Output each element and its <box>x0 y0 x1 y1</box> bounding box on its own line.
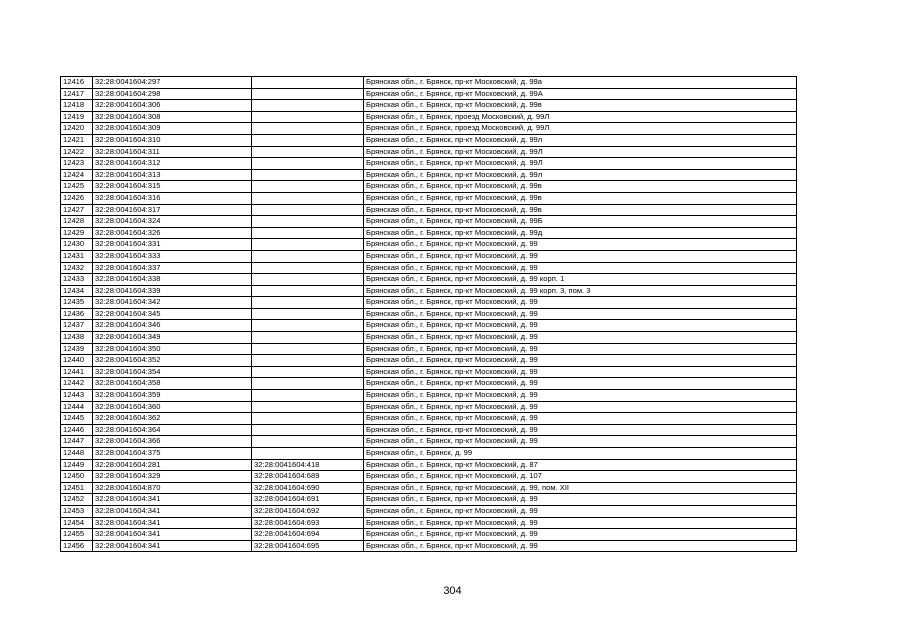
cadastral-number-cell: 32:28:0041604:352 <box>93 355 252 367</box>
cadastral-number-cell: 32:28:0041604:342 <box>93 297 252 309</box>
cadastral-number-cell: 32:28:0041604:313 <box>93 169 252 181</box>
row-number-cell: 12442 <box>61 378 93 390</box>
related-cadastral-number-cell <box>252 285 364 297</box>
cadastral-number-cell: 32:28:0041604:310 <box>93 134 252 146</box>
address-cell: Брянская обл., г. Брянск, пр-кт Московский, д. 99л <box>364 169 797 181</box>
table-row <box>61 250 797 262</box>
row-number-cell: 12451 <box>61 482 93 494</box>
related-cadastral-number-cell <box>252 123 364 135</box>
address-cell: Брянская обл., г. Брянск, пр-кт Московский, д. 99А <box>364 88 797 100</box>
row-number-cell: 12424 <box>61 169 93 181</box>
row-number-cell: 12439 <box>61 343 93 355</box>
cadastral-number-cell: 32:28:0041604:358 <box>93 378 252 390</box>
row-number-cell: 12454 <box>61 517 93 529</box>
cadastral-number-cell: 32:28:0041604:306 <box>93 100 252 112</box>
related-cadastral-number-cell: 32:28:0041604:694 <box>252 529 364 541</box>
table-row <box>61 123 797 135</box>
related-cadastral-number-cell <box>252 401 364 413</box>
table-row <box>61 482 797 494</box>
cadastral-number-cell: 32:28:0041604:312 <box>93 158 252 170</box>
related-cadastral-number-cell <box>252 355 364 367</box>
related-cadastral-number-cell <box>252 146 364 158</box>
cadastral-number-cell: 32:28:0041604:315 <box>93 181 252 193</box>
row-number-cell: 12428 <box>61 216 93 228</box>
address-cell: Брянская обл., г. Брянск, пр-кт Московский, д. 99 корп. 1 <box>364 274 797 286</box>
table-row <box>61 320 797 332</box>
table-row <box>61 355 797 367</box>
address-cell: Брянская обл., г. Брянск, проезд Московский, д. 99Л <box>364 123 797 135</box>
address-cell: Брянская обл., г. Брянск, пр-кт Московский, д. 99 <box>364 378 797 390</box>
table-row <box>61 158 797 170</box>
row-number-cell: 12444 <box>61 401 93 413</box>
address-cell: Брянская обл., г. Брянск, пр-кт Московский, д. 99 <box>364 540 797 552</box>
address-cell: Брянская обл., г. Брянск, пр-кт Московский, д. 99д <box>364 227 797 239</box>
row-number-cell: 12448 <box>61 448 93 460</box>
table-row <box>61 181 797 193</box>
address-cell: Брянская обл., г. Брянск, пр-кт Московский, д. 99 <box>364 390 797 402</box>
table-row <box>61 192 797 204</box>
table-row <box>61 401 797 413</box>
row-number-cell: 12450 <box>61 471 93 483</box>
table-row <box>61 308 797 320</box>
related-cadastral-number-cell <box>252 413 364 425</box>
address-cell: Брянская обл., г. Брянск, пр-кт Московский, д. 99 корп. 3, пом. 3 <box>364 285 797 297</box>
related-cadastral-number-cell <box>252 320 364 332</box>
related-cadastral-number-cell <box>252 262 364 274</box>
row-number-cell: 12417 <box>61 88 93 100</box>
related-cadastral-number-cell <box>252 297 364 309</box>
address-cell: Брянская обл., г. Брянск, пр-кт Московский, д. 99 <box>364 424 797 436</box>
row-number-cell: 12446 <box>61 424 93 436</box>
row-number-cell: 12431 <box>61 250 93 262</box>
row-number-cell: 12422 <box>61 146 93 158</box>
table-row <box>61 262 797 274</box>
related-cadastral-number-cell <box>252 77 364 89</box>
row-number-cell: 12433 <box>61 274 93 286</box>
row-number-cell: 12418 <box>61 100 93 112</box>
row-number-cell: 12429 <box>61 227 93 239</box>
address-cell: Брянская обл., г. Брянск, пр-кт Московский, д. 107 <box>364 471 797 483</box>
cadastral-number-cell: 32:28:0041604:354 <box>93 366 252 378</box>
cadastral-number-cell: 32:28:0041604:308 <box>93 111 252 123</box>
table-row <box>61 448 797 460</box>
related-cadastral-number-cell <box>252 424 364 436</box>
related-cadastral-number-cell <box>252 332 364 344</box>
row-number-cell: 12423 <box>61 158 93 170</box>
table-row <box>61 343 797 355</box>
cadastral-number-cell: 32:28:0041604:281 <box>93 459 252 471</box>
cadastral-number-cell: 32:28:0041604:339 <box>93 285 252 297</box>
cadastral-number-cell: 32:28:0041604:341 <box>93 494 252 506</box>
row-number-cell: 12447 <box>61 436 93 448</box>
row-number-cell: 12438 <box>61 332 93 344</box>
table-row <box>61 378 797 390</box>
row-number-cell: 12416 <box>61 77 93 89</box>
cadastral-number-cell: 32:28:0041604:364 <box>93 424 252 436</box>
address-cell: Брянская обл., г. Брянск, пр-кт Московский, д. 99 <box>364 308 797 320</box>
address-cell: Брянская обл., г. Брянск, д. 99 <box>364 448 797 460</box>
cadastral-number-cell: 32:28:0041604:297 <box>93 77 252 89</box>
cadastral-number-cell: 32:28:0041604:338 <box>93 274 252 286</box>
row-number-cell: 12449 <box>61 459 93 471</box>
address-cell: Брянская обл., г. Брянск, пр-кт Московский, д. 99 <box>364 401 797 413</box>
related-cadastral-number-cell <box>252 181 364 193</box>
table-row <box>61 239 797 251</box>
related-cadastral-number-cell: 32:28:0041604:692 <box>252 505 364 517</box>
address-cell: Брянская обл., г. Брянск, пр-кт Московский, д. 99 <box>364 297 797 309</box>
address-cell: Брянская обл., г. Брянск, пр-кт Московский, д. 99, пом. XII <box>364 482 797 494</box>
cadastral-number-cell: 32:28:0041604:375 <box>93 448 252 460</box>
related-cadastral-number-cell: 32:28:0041604:689 <box>252 471 364 483</box>
related-cadastral-number-cell <box>252 378 364 390</box>
address-cell: Брянская обл., г. Брянск, проезд Московский, д. 99Л <box>364 111 797 123</box>
address-cell: Брянская обл., г. Брянск, пр-кт Московский, д. 87 <box>364 459 797 471</box>
table-row <box>61 471 797 483</box>
table-row <box>61 436 797 448</box>
cadastral-number-cell: 32:28:0041604:311 <box>93 146 252 158</box>
table-row <box>61 88 797 100</box>
row-number-cell: 12437 <box>61 320 93 332</box>
related-cadastral-number-cell <box>252 366 364 378</box>
cadastral-number-cell: 32:28:0041604:366 <box>93 436 252 448</box>
related-cadastral-number-cell <box>252 239 364 251</box>
cadastral-number-cell: 32:28:0041604:317 <box>93 204 252 216</box>
address-cell: Брянская обл., г. Брянск, пр-кт Московский, д. 99 <box>364 529 797 541</box>
related-cadastral-number-cell <box>252 134 364 146</box>
address-cell: Брянская обл., г. Брянск, пр-кт Московский, д. 99 <box>364 494 797 506</box>
row-number-cell: 12420 <box>61 123 93 135</box>
related-cadastral-number-cell: 32:28:0041604:693 <box>252 517 364 529</box>
table-row <box>61 227 797 239</box>
related-cadastral-number-cell <box>252 308 364 320</box>
cadastral-number-cell: 32:28:0041604:316 <box>93 192 252 204</box>
address-cell: Брянская обл., г. Брянск, пр-кт Московский, д. 99 <box>364 436 797 448</box>
table-row <box>61 216 797 228</box>
row-number-cell: 12421 <box>61 134 93 146</box>
registry-table-body <box>61 77 797 552</box>
table-row <box>61 494 797 506</box>
table-row <box>61 540 797 552</box>
related-cadastral-number-cell <box>252 250 364 262</box>
address-cell: Брянская обл., г. Брянск, пр-кт Московский, д. 99 <box>364 332 797 344</box>
address-cell: Брянская обл., г. Брянск, пр-кт Московский, д. 99 <box>364 517 797 529</box>
table-row <box>61 169 797 181</box>
address-cell: Брянская обл., г. Брянск, пр-кт Московский, д. 99 <box>364 355 797 367</box>
address-cell: Брянская обл., г. Брянск, пр-кт Московский, д. 99 <box>364 262 797 274</box>
row-number-cell: 12455 <box>61 529 93 541</box>
related-cadastral-number-cell <box>252 448 364 460</box>
table-row <box>61 134 797 146</box>
table-row <box>61 517 797 529</box>
address-cell: Брянская обл., г. Брянск, пр-кт Московский, д. 99Л <box>364 146 797 158</box>
related-cadastral-number-cell: 32:28:0041604:690 <box>252 482 364 494</box>
related-cadastral-number-cell <box>252 390 364 402</box>
related-cadastral-number-cell <box>252 343 364 355</box>
cadastral-number-cell: 32:28:0041604:349 <box>93 332 252 344</box>
row-number-cell: 12443 <box>61 390 93 402</box>
address-cell: Брянская обл., г. Брянск, пр-кт Московский, д. 99 <box>364 239 797 251</box>
table-row <box>61 459 797 471</box>
cadastral-number-cell: 32:28:0041604:309 <box>93 123 252 135</box>
table-row <box>61 111 797 123</box>
address-cell: Брянская обл., г. Брянск, пр-кт Московский, д. 99в <box>364 100 797 112</box>
row-number-cell: 12435 <box>61 297 93 309</box>
row-number-cell: 12430 <box>61 239 93 251</box>
related-cadastral-number-cell <box>252 169 364 181</box>
row-number-cell: 12419 <box>61 111 93 123</box>
address-cell: Брянская обл., г. Брянск, пр-кт Московский, д. 99в <box>364 192 797 204</box>
address-cell: Брянская обл., г. Брянск, пр-кт Московский, д. 99в <box>364 181 797 193</box>
address-cell: Брянская обл., г. Брянск, пр-кт Московский, д. 99 <box>364 320 797 332</box>
related-cadastral-number-cell <box>252 192 364 204</box>
table-row <box>61 413 797 425</box>
cadastral-number-cell: 32:28:0041604:341 <box>93 505 252 517</box>
cadastral-number-cell: 32:28:0041604:350 <box>93 343 252 355</box>
row-number-cell: 12436 <box>61 308 93 320</box>
related-cadastral-number-cell <box>252 274 364 286</box>
row-number-cell: 12456 <box>61 540 93 552</box>
table-row <box>61 274 797 286</box>
cadastral-number-cell: 32:28:0041604:329 <box>93 471 252 483</box>
related-cadastral-number-cell <box>252 216 364 228</box>
related-cadastral-number-cell <box>252 111 364 123</box>
related-cadastral-number-cell <box>252 158 364 170</box>
cadastral-number-cell: 32:28:0041604:870 <box>93 482 252 494</box>
row-number-cell: 12432 <box>61 262 93 274</box>
table-row <box>61 505 797 517</box>
address-cell: Брянская обл., г. Брянск, пр-кт Московский, д. 99Б <box>364 216 797 228</box>
cadastral-number-cell: 32:28:0041604:324 <box>93 216 252 228</box>
address-cell: Брянская обл., г. Брянск, пр-кт Московский, д. 99 <box>364 250 797 262</box>
address-cell: Брянская обл., г. Брянск, пр-кт Московский, д. 99в <box>364 204 797 216</box>
table-row <box>61 332 797 344</box>
row-number-cell: 12453 <box>61 505 93 517</box>
cadastral-number-cell: 32:28:0041604:341 <box>93 529 252 541</box>
table-row <box>61 366 797 378</box>
cadastral-number-cell: 32:28:0041604:337 <box>93 262 252 274</box>
table-row <box>61 390 797 402</box>
cadastral-number-cell: 32:28:0041604:331 <box>93 239 252 251</box>
related-cadastral-number-cell <box>252 88 364 100</box>
related-cadastral-number-cell: 32:28:0041604:418 <box>252 459 364 471</box>
table-row <box>61 204 797 216</box>
row-number-cell: 12427 <box>61 204 93 216</box>
cadastral-number-cell: 32:28:0041604:298 <box>93 88 252 100</box>
row-number-cell: 12426 <box>61 192 93 204</box>
table-row <box>61 529 797 541</box>
row-number-cell: 12440 <box>61 355 93 367</box>
address-cell: Брянская обл., г. Брянск, пр-кт Московский, д. 99 <box>364 343 797 355</box>
related-cadastral-number-cell: 32:28:0041604:695 <box>252 540 364 552</box>
address-cell: Брянская обл., г. Брянск, пр-кт Московский, д. 99 <box>364 505 797 517</box>
related-cadastral-number-cell <box>252 204 364 216</box>
cadastral-number-cell: 32:28:0041604:341 <box>93 540 252 552</box>
table-row <box>61 285 797 297</box>
related-cadastral-number-cell: 32:28:0041604:691 <box>252 494 364 506</box>
table-row <box>61 146 797 158</box>
table-row <box>61 297 797 309</box>
related-cadastral-number-cell <box>252 100 364 112</box>
address-cell: Брянская обл., г. Брянск, пр-кт Московский, д. 99л <box>364 134 797 146</box>
cadastral-number-cell: 32:28:0041604:345 <box>93 308 252 320</box>
row-number-cell: 12441 <box>61 366 93 378</box>
related-cadastral-number-cell <box>252 436 364 448</box>
table-row <box>61 100 797 112</box>
page-number: 304 <box>443 585 462 597</box>
registry-table <box>60 76 797 552</box>
row-number-cell: 12425 <box>61 181 93 193</box>
cadastral-number-cell: 32:28:0041604:326 <box>93 227 252 239</box>
address-cell: Брянская обл., г. Брянск, пр-кт Московский, д. 99а <box>364 77 797 89</box>
cadastral-number-cell: 32:28:0041604:341 <box>93 517 252 529</box>
cadastral-number-cell: 32:28:0041604:359 <box>93 390 252 402</box>
cadastral-number-cell: 32:28:0041604:360 <box>93 401 252 413</box>
address-cell: Брянская обл., г. Брянск, пр-кт Московский, д. 99 <box>364 366 797 378</box>
cadastral-number-cell: 32:28:0041604:362 <box>93 413 252 425</box>
address-cell: Брянская обл., г. Брянск, пр-кт Московский, д. 99 <box>364 413 797 425</box>
cadastral-number-cell: 32:28:0041604:333 <box>93 250 252 262</box>
table-row <box>61 77 797 89</box>
cadastral-number-cell: 32:28:0041604:346 <box>93 320 252 332</box>
row-number-cell: 12452 <box>61 494 93 506</box>
related-cadastral-number-cell <box>252 227 364 239</box>
table-row <box>61 424 797 436</box>
row-number-cell: 12434 <box>61 285 93 297</box>
address-cell: Брянская обл., г. Брянск, пр-кт Московский, д. 99Л <box>364 158 797 170</box>
row-number-cell: 12445 <box>61 413 93 425</box>
